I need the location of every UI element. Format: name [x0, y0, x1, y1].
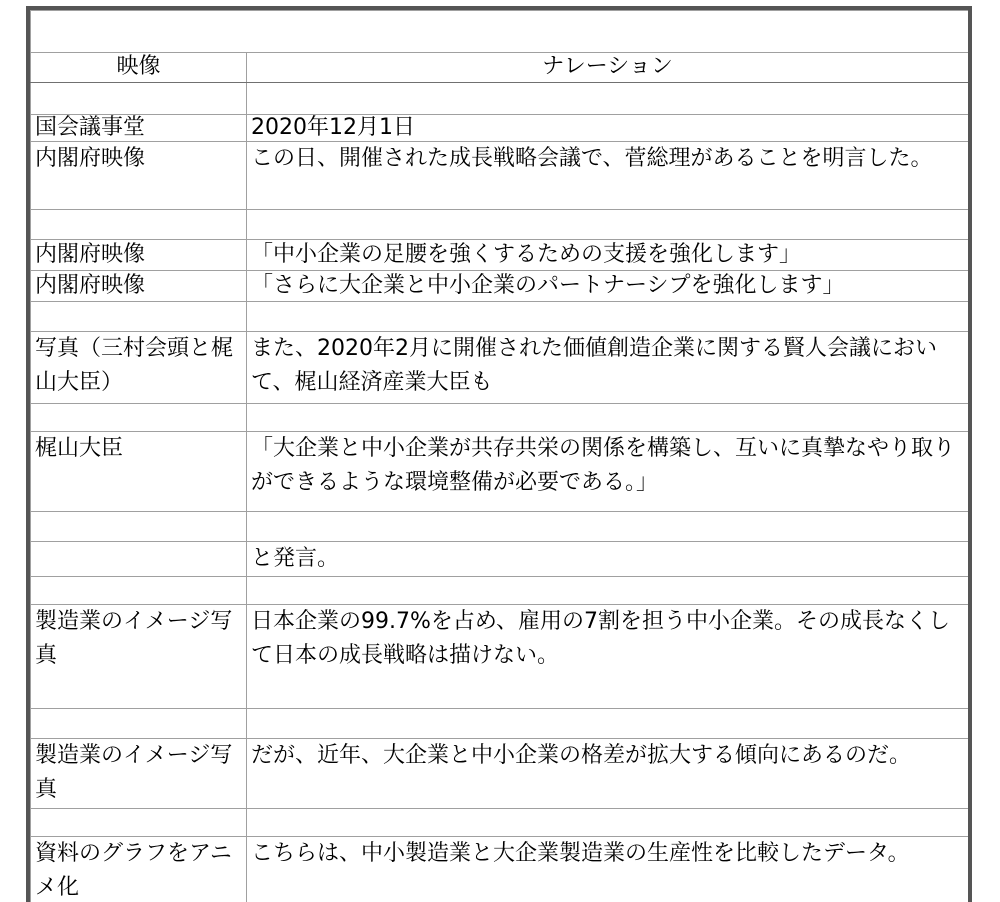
narration-cell[interactable]: だが、近年、大企業と中小企業の格差が拡大する傾向にあるのだ。	[247, 739, 969, 809]
video-cell[interactable]	[31, 542, 247, 577]
video-cell[interactable]: 国会議事堂	[31, 115, 247, 142]
table-row	[31, 432, 969, 512]
video-cell[interactable]	[31, 512, 247, 542]
table-row	[31, 142, 969, 210]
table-row	[31, 577, 969, 605]
narration-cell[interactable]	[247, 302, 969, 332]
narration-cell[interactable]	[247, 577, 969, 605]
video-cell[interactable]: 資料のグラフをアニメ化	[31, 837, 247, 902]
narration-cell[interactable]	[247, 404, 969, 432]
narration-cell[interactable]: 「中小企業の足腰を強くするための支援を強化します」	[247, 240, 969, 271]
top-blank-cell[interactable]	[31, 11, 969, 53]
table-row	[31, 332, 969, 404]
top-blank-row	[31, 11, 969, 53]
video-cell[interactable]: 内閣府映像	[31, 271, 247, 302]
video-cell[interactable]: 製造業のイメージ写真	[31, 605, 247, 709]
table-row	[31, 210, 969, 240]
header-video-cell[interactable]: 映像	[31, 53, 247, 83]
narration-cell[interactable]: と発言。	[247, 542, 969, 577]
video-cell[interactable]: 内閣府映像	[31, 240, 247, 271]
table-row	[31, 809, 969, 837]
script-sheet	[26, 6, 972, 902]
video-cell[interactable]	[31, 83, 247, 115]
narration-cell[interactable]: 日本企業の99.7%を占め、雇用の7割を担う中小企業。その成長なくして日本の成長戦略は描けない。	[247, 605, 969, 709]
header-narration-cell[interactable]: ナレーション	[247, 53, 969, 83]
video-cell[interactable]: 製造業のイメージ写真	[31, 739, 247, 809]
table-row	[31, 404, 969, 432]
video-cell[interactable]: 内閣府映像	[31, 142, 247, 210]
table-row	[31, 605, 969, 709]
narration-cell[interactable]	[247, 709, 969, 739]
video-cell[interactable]: 写真（三村会頭と梶山大臣）	[31, 332, 247, 404]
video-cell[interactable]	[31, 302, 247, 332]
table-row	[31, 709, 969, 739]
video-cell[interactable]	[31, 404, 247, 432]
table-row	[31, 837, 969, 902]
narration-cell[interactable]: この日、開催された成長戦略会議で、菅総理があることを明言した。	[247, 142, 969, 210]
table-row	[31, 240, 969, 271]
narration-cell[interactable]: 2020年12月1日	[247, 115, 969, 142]
table-row	[31, 302, 969, 332]
video-cell[interactable]	[31, 709, 247, 739]
table-row	[31, 271, 969, 302]
table-row	[31, 115, 969, 142]
table-row	[31, 512, 969, 542]
narration-cell[interactable]: 「大企業と中小企業が共存共栄の関係を構築し、互いに真摯なやり取りができるような環境整備が必要である。」	[247, 432, 969, 512]
table-row	[31, 542, 969, 577]
video-cell[interactable]	[31, 577, 247, 605]
narration-cell[interactable]: また、2020年2月に開催された価値創造企業に関する賢人会議において、梶山経済産業大臣も	[247, 332, 969, 404]
table-row	[31, 739, 969, 809]
video-cell[interactable]	[31, 210, 247, 240]
video-cell[interactable]	[31, 809, 247, 837]
narration-cell[interactable]: こちらは、中小製造業と大企業製造業の生産性を比較したデータ。	[247, 837, 969, 902]
narration-cell[interactable]	[247, 809, 969, 837]
script-table	[30, 10, 969, 902]
narration-cell[interactable]	[247, 83, 969, 115]
header-row	[31, 53, 969, 83]
narration-cell[interactable]: 「さらに大企業と中小企業のパートナーシプを強化します」	[247, 271, 969, 302]
video-cell[interactable]: 梶山大臣	[31, 432, 247, 512]
narration-cell[interactable]	[247, 210, 969, 240]
narration-cell[interactable]	[247, 512, 969, 542]
table-row	[31, 83, 969, 115]
